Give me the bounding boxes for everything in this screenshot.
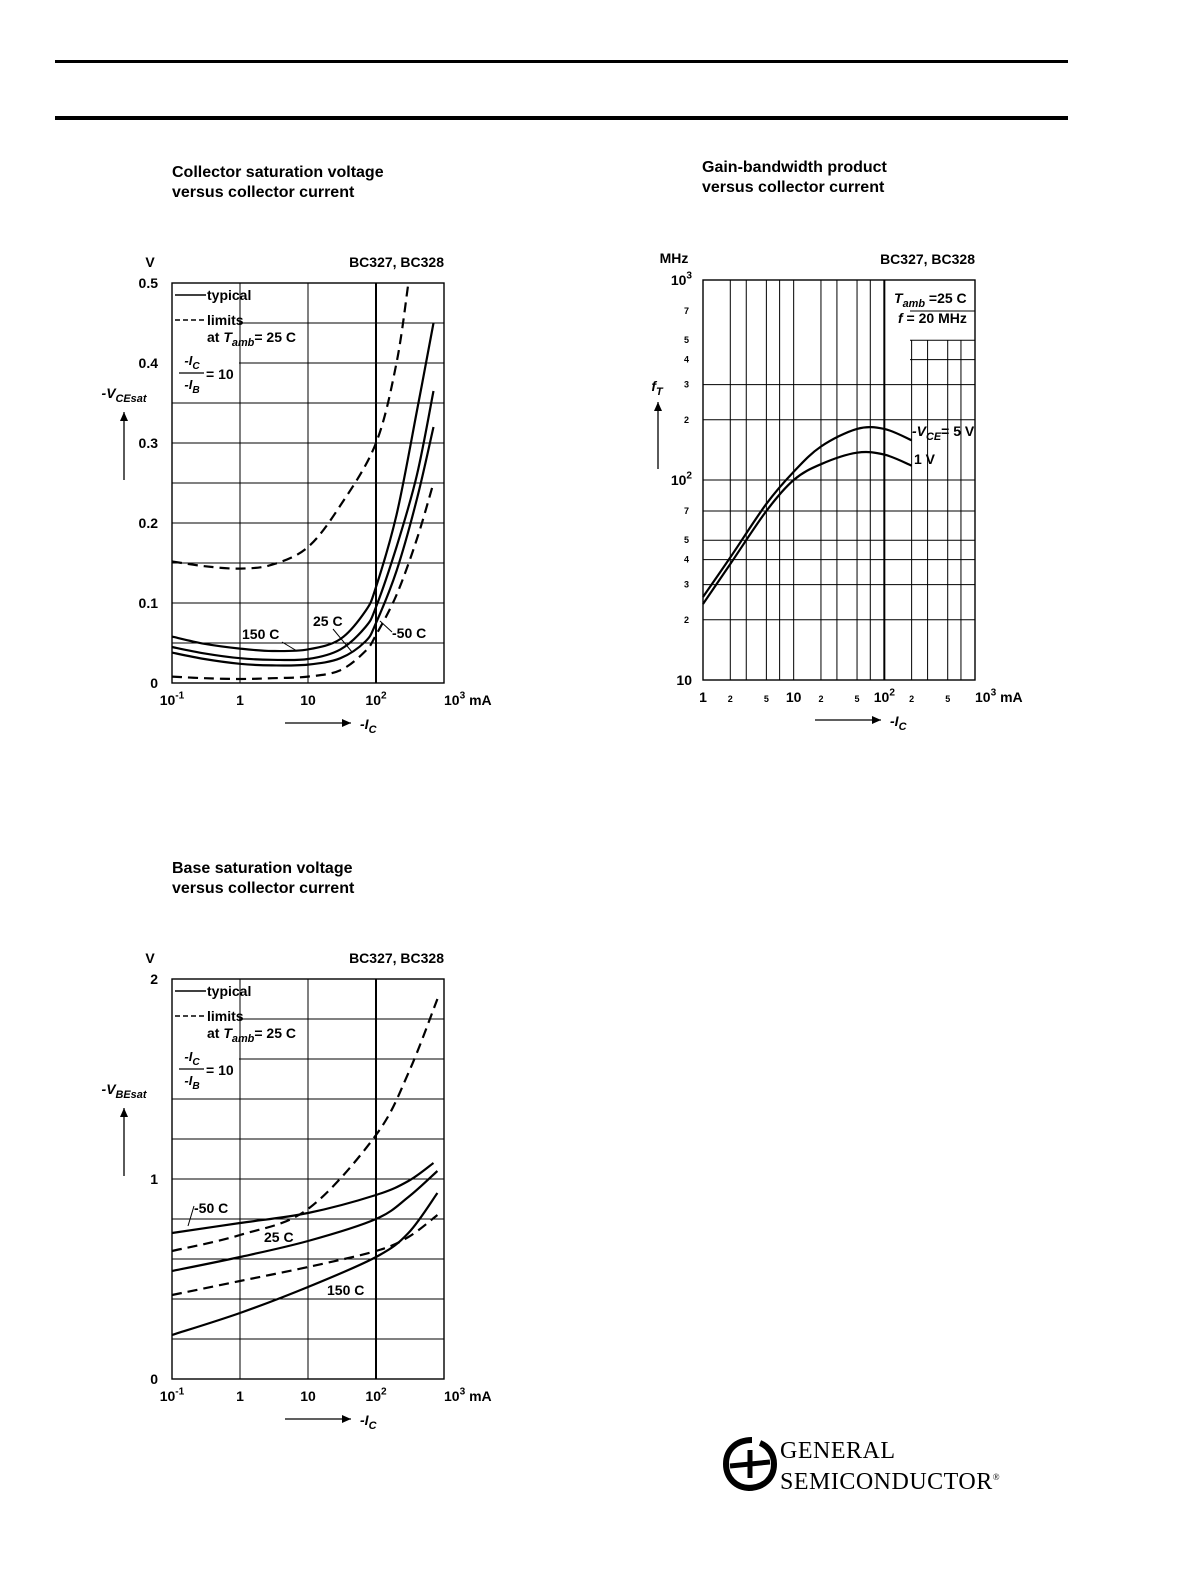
chart2-y-arrow: [654, 402, 662, 469]
chart3-y-unit: V: [145, 950, 155, 966]
chart1-legend-typical: typical: [207, 287, 252, 303]
chart2-ylabel-part-0: f: [651, 378, 656, 394]
chart3-xtick-0-part-1: -1: [175, 1386, 185, 1398]
chart2-xtick-3-part-2: mA: [996, 689, 1023, 705]
chart1-legend-tamb-part-2: amb: [231, 337, 255, 350]
chart1-legend-tamb-part-0: at: [207, 329, 224, 345]
chart1-ytick-2: 0.2: [138, 515, 158, 531]
chart3-legend-tamb-part-3: = 25 C: [254, 1025, 296, 1041]
logo-line1: GENERAL: [780, 1438, 896, 1464]
chart3-xlabel: [360, 1412, 377, 1432]
chart2-ytick-2-part-0: 10: [670, 272, 687, 288]
chart3-ylabel: [102, 1081, 147, 1101]
chart3-xtick-4-part-0: 10: [444, 1388, 460, 1404]
chart3-ytick-2: 2: [150, 971, 158, 987]
chart2-xtick-minor-1: 5: [763, 694, 769, 704]
chart1-ylabel: [102, 385, 147, 405]
chart3-legend-ratio-value: = 10: [206, 1062, 234, 1078]
chart1-xtick-4: [444, 691, 492, 708]
chart1-xtick-3: [365, 691, 387, 708]
chart1-xlabel-part-0: -I: [360, 716, 369, 732]
chart1-ytick-0: 0: [150, 675, 158, 691]
chart2-ytick-minor-7: 4: [683, 354, 689, 365]
chart2-xtick-0: [699, 689, 707, 705]
chart1-legend-ratio-den: [184, 377, 199, 396]
chart3-y-arrow: [120, 1108, 128, 1176]
chart3-legend-ratio-den-part-0: -I: [184, 1073, 193, 1088]
chart2-xtick-1-part-0: 10: [785, 689, 802, 705]
chart3-curve-label-1: 25 C: [264, 1229, 294, 1245]
chart1-xtick-2: [300, 692, 316, 708]
registered-mark: ®: [992, 1472, 1001, 1482]
chart2-x-arrow-head: [872, 716, 881, 724]
chart2-xlabel: [890, 713, 907, 733]
gs-logo-icon: [722, 1434, 778, 1494]
chart2-ytick-1: [671, 471, 693, 488]
chart2-device-label: BC327, BC328: [880, 251, 975, 267]
chart2-ylabel: [651, 378, 664, 398]
chart3-title-line2: versus collector current: [172, 880, 355, 897]
chart1-xtick-4-part-0: 10: [444, 692, 460, 708]
chart2-ytick-1-part-0: 10: [670, 472, 687, 488]
chart3-ylabel-part-0: -V: [101, 1081, 116, 1097]
chart3: [102, 950, 492, 1432]
chart2-xtick-3-part-0: 10: [975, 689, 991, 705]
chart2-xtick-minor-4: 2: [909, 694, 915, 704]
chart2-curve-label-0-part-0: -V: [912, 423, 926, 439]
chart2-y-unit: MHz: [659, 250, 689, 266]
chart2-ytick-minor-5: 2: [683, 414, 689, 425]
chart1-ylabel-part-1: CEsat: [115, 393, 147, 406]
chart1-xtick-4-part-2: mA: [465, 692, 492, 708]
chart3-xtick-2: [300, 1388, 316, 1404]
chart2-xtick-minor-2: 2: [818, 694, 824, 704]
chart3-ylabel-part-1: BEsat: [115, 1089, 147, 1102]
chart2-ytick-0-part-0: 10: [676, 672, 692, 688]
chart3-curve-leader-0: [188, 1206, 194, 1226]
chart2-xtick-2: [874, 688, 896, 705]
chart2-ytick-0: [676, 672, 692, 688]
chart2-ytick-minor-4: 7: [683, 505, 689, 516]
chart2-ytick-minor-3: 5: [683, 535, 689, 546]
chart3-xtick-0: [160, 1387, 185, 1404]
chart2-cond-tamb-part-0: T: [894, 290, 903, 306]
chart3-xtick-0-part-0: 10: [159, 1388, 176, 1404]
chart3-legend: [175, 983, 296, 1092]
chart3-legend-tamb: [207, 1025, 296, 1045]
chart1-curve-label-2: -50 C: [392, 625, 427, 641]
chart1-title-line2: versus collector current: [172, 184, 355, 201]
chart2: [651, 250, 1022, 733]
chart2-curve-label-1-part-0: 1 V: [914, 451, 936, 467]
chart3-legend-tamb-part-0: at: [207, 1025, 224, 1041]
chart1-xtick-3-part-1: 2: [380, 690, 387, 702]
chart2-cond-f-part-0: f: [898, 310, 903, 326]
chart2-xtick-minor-3: 5: [854, 694, 860, 704]
chart2-cond-tamb-part-2: =25 C: [925, 290, 967, 306]
chart2-curve-label-0-part-2: = 5 V: [941, 423, 975, 439]
chart3-xtick-3-part-1: 2: [380, 1386, 387, 1398]
chart2-ytick-2-part-1: 3: [686, 270, 692, 282]
company-logo: [722, 1434, 1022, 1494]
chart2-series-1: [703, 452, 912, 604]
chart2-ytick-minor-1: 3: [683, 579, 689, 590]
chart1-device-label: BC327, BC328: [349, 254, 444, 270]
chart1-legend: [175, 287, 296, 396]
chart1-ytick-5: 0.5: [138, 275, 158, 291]
chart1-x-arrow: [285, 719, 351, 727]
chart1-xtick-1-part-0: 1: [236, 692, 244, 708]
chart1-y-arrow-head: [120, 412, 128, 421]
chart1-legend-ratio-den-part-1: B: [192, 384, 200, 396]
chart1-curve-label-0: 150 C: [242, 626, 280, 642]
chart3-legend-ratio-den-part-1: B: [192, 1080, 200, 1092]
chart2-curve-label-0: [912, 423, 975, 443]
chart1-ytick-4: 0.4: [138, 355, 158, 371]
chart3-xtick-4-part-1: 3: [459, 1386, 466, 1398]
chart3-y-arrow-head: [120, 1108, 128, 1117]
chart2-xtick-0-part-0: 1: [699, 689, 707, 705]
chart1-xlabel: [360, 716, 377, 736]
chart1-ytick-1: 0.1: [138, 595, 158, 611]
chart2-cond-tamb-part-1: amb: [902, 298, 925, 311]
chart2-curve-label-1: [914, 451, 936, 467]
chart2-curve-label-0-part-1: CE: [926, 431, 942, 444]
chart1-legend-tamb: [207, 329, 296, 349]
chart2-ytick-minor-0: 2: [683, 614, 689, 625]
chart1-curve-label-1: 25 C: [313, 613, 343, 629]
chart2-ytick-minor-2: 4: [683, 554, 689, 565]
chart3-legend-ratio-num-part-0: -I: [184, 1049, 193, 1064]
chart1-legend-ratio-value: = 10: [206, 366, 234, 382]
chart3-curve-label-2: 150 C: [327, 1282, 365, 1298]
chart1-legend-limits: limits: [207, 312, 244, 328]
chart2-ytick-1-part-1: 2: [686, 470, 692, 482]
chart1-ylabel-part-0: -V: [101, 385, 116, 401]
chart2-ytick-minor-8: 5: [683, 335, 689, 346]
chart2-xtick-1: [786, 689, 802, 705]
chart3-x-arrow: [285, 1415, 351, 1423]
chart1-xtick-0-part-0: 10: [159, 692, 176, 708]
chart3-legend-ratio-den: [184, 1073, 199, 1092]
chart2-title-line1: Gain-bandwidth product: [702, 159, 887, 176]
chart2-cond-tamb: [894, 290, 967, 310]
chart2-ytick-minor-6: 3: [683, 379, 689, 390]
chart2-xtick-3: [975, 688, 1023, 705]
chart1-ytick-3: 0.3: [138, 435, 158, 451]
chart2-ytick-2: [671, 271, 693, 288]
chart2-y-arrow-head: [654, 402, 662, 411]
chart3-legend-ratio-num: [184, 1049, 200, 1068]
chart1-legend-ratio-num-part-0: -I: [184, 353, 193, 368]
chart3-device-label: BC327, BC328: [349, 950, 444, 966]
chart1-xtick-3-part-0: 10: [365, 692, 381, 708]
chart1-legend-tamb-part-3: = 25 C: [254, 329, 296, 345]
chart2-ylabel-part-1: T: [656, 386, 663, 399]
chart2-title-line2: versus collector current: [702, 179, 885, 196]
chart1-xlabel-part-1: C: [368, 724, 377, 737]
chart1-xtick-0-part-1: -1: [175, 690, 185, 702]
chart2-xlabel-part-1: C: [898, 721, 907, 734]
chart3-legend-ratio-num-part-1: C: [192, 1056, 200, 1068]
chart2-x-arrow: [815, 716, 881, 724]
chart3-xtick-3-part-0: 10: [365, 1388, 381, 1404]
chart3-legend-limits: limits: [207, 1008, 244, 1024]
chart3-legend-tamb-part-1: T: [223, 1025, 232, 1041]
chart3-series-1: [172, 1163, 434, 1233]
chart3-ytick-1: 1: [150, 1171, 158, 1187]
chart1-title-line1: Collector saturation voltage: [172, 164, 384, 181]
chart1-legend-ratio-den-part-0: -I: [184, 377, 193, 392]
logo-line2-text: SEMICONDUCTOR: [780, 1469, 993, 1495]
chart1-xtick-0: [160, 691, 185, 708]
chart2-xtick-3-part-1: 3: [990, 687, 997, 699]
chart3-xtick-3: [365, 1387, 387, 1404]
chart1-legend-ratio-num: [184, 353, 200, 372]
chart2-xtick-minor-5: 5: [945, 694, 951, 704]
chart1-legend-ratio-num-part-1: C: [192, 360, 200, 372]
chart2-xtick-minor-0: 2: [727, 694, 733, 704]
chart1-y-unit: V: [145, 254, 155, 270]
chart2-cond-f: [898, 310, 967, 326]
chart3-curve-label-0: -50 C: [194, 1200, 229, 1216]
chart3-ytick-0: 0: [150, 1371, 158, 1387]
chart3-title-line1: Base saturation voltage: [172, 860, 353, 877]
chart1-legend-tamb-part-1: T: [223, 329, 232, 345]
chart1-y-arrow: [120, 412, 128, 480]
chart2-xtick-2-part-1: 2: [889, 687, 895, 699]
chart3-xtick-2-part-0: 10: [300, 1388, 316, 1404]
chart2-xtick-2-part-0: 10: [873, 689, 890, 705]
chart3-xlabel-part-1: C: [368, 1420, 377, 1433]
chart3-legend-tamb-part-2: amb: [231, 1033, 255, 1046]
chart2-xlabel-part-0: -I: [890, 713, 899, 729]
chart3-x-arrow-head: [342, 1415, 351, 1423]
chart1: [102, 254, 492, 736]
chart1-xtick-4-part-1: 3: [459, 690, 466, 702]
chart3-xlabel-part-0: -I: [360, 1412, 369, 1428]
chart3-xtick-1-part-0: 1: [236, 1388, 244, 1404]
chart1-xtick-2-part-0: 10: [300, 692, 316, 708]
chart1-xtick-1: [236, 692, 244, 708]
logo-line2: [780, 1464, 1000, 1495]
chart1-x-arrow-head: [342, 719, 351, 727]
chart3-legend-typical: typical: [207, 983, 252, 999]
chart2-ytick-minor-9: 7: [683, 305, 689, 316]
chart2-grid: [703, 280, 975, 680]
chart3-xtick-4-part-2: mA: [465, 1388, 492, 1404]
chart3-xtick-4: [444, 1387, 492, 1404]
chart3-xtick-1: [236, 1388, 244, 1404]
chart2-cond-f-part-1: = 20 MHz: [902, 310, 967, 326]
